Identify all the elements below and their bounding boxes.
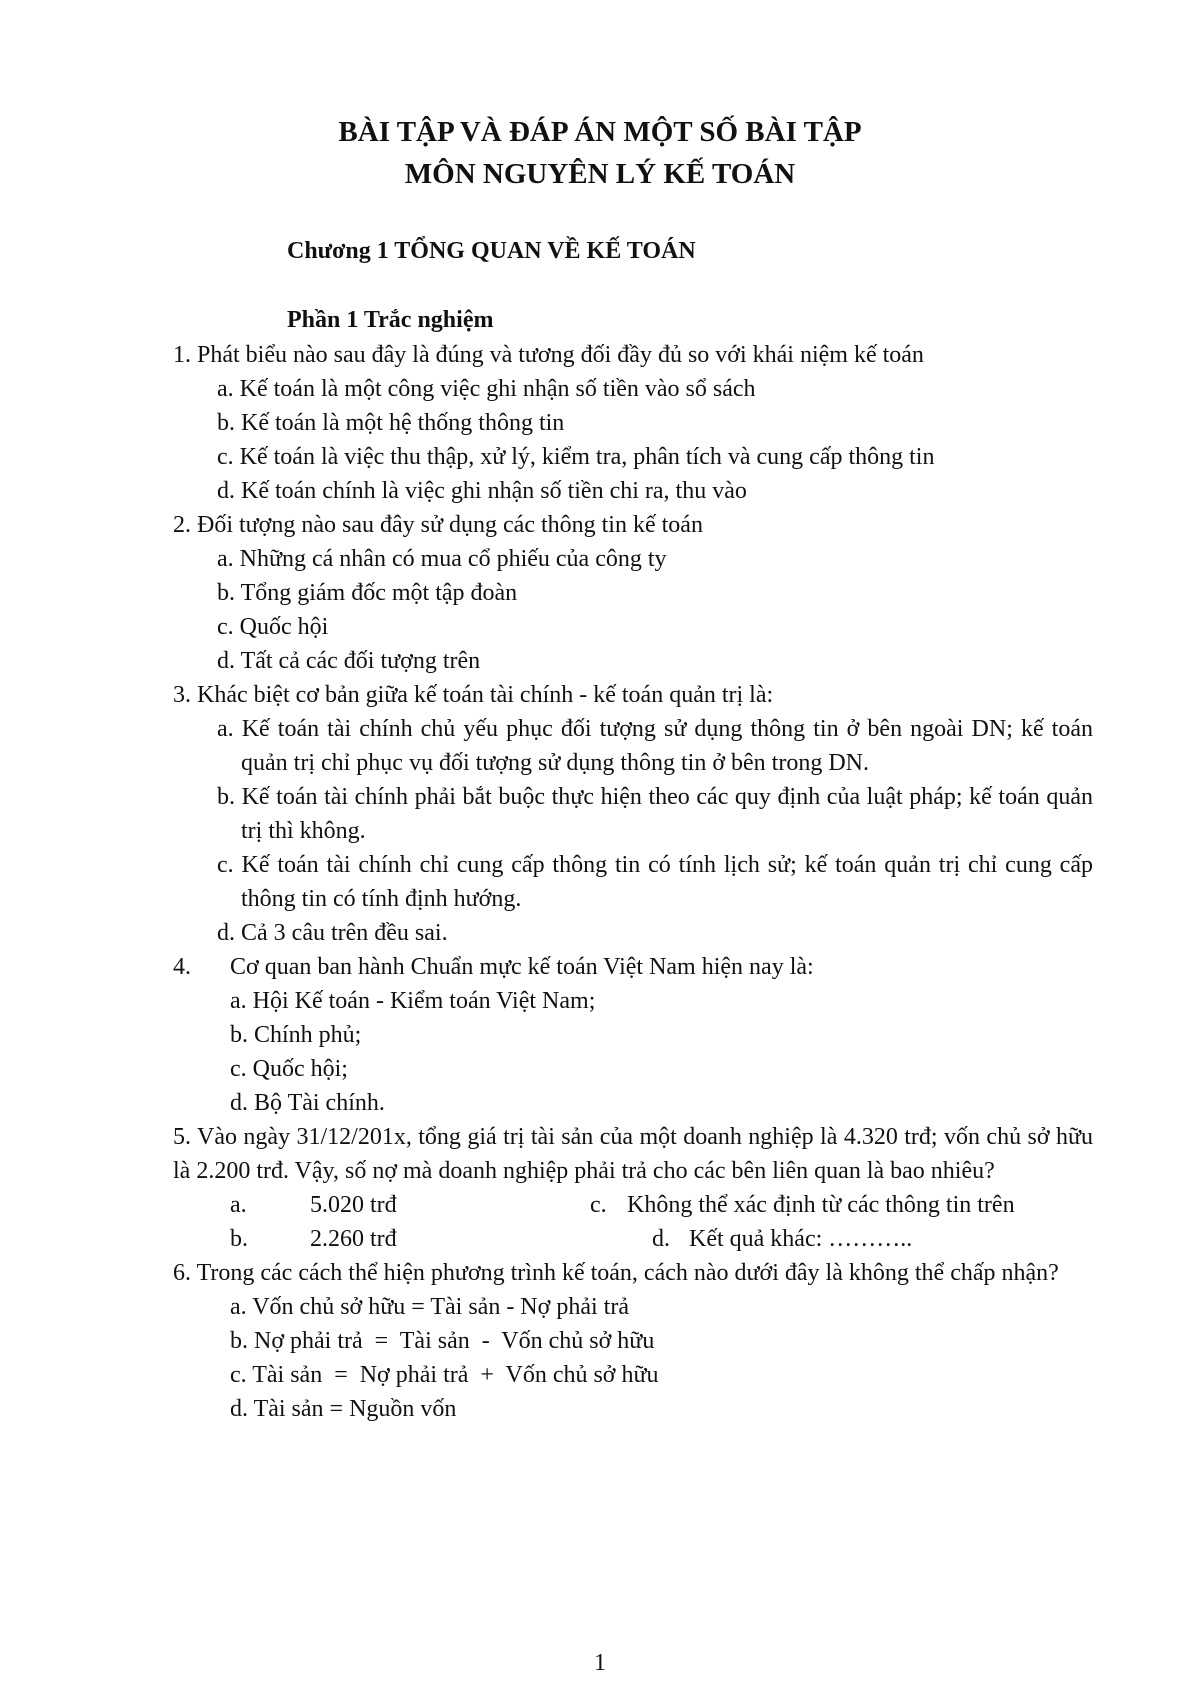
- question-4-option-a: a. Hội Kế toán - Kiểm toán Việt Nam;: [230, 988, 596, 1014]
- document-title-line1: BÀI TẬP VÀ ĐÁP ÁN MỘT SỐ BÀI TẬP: [338, 116, 862, 148]
- question-5-option-d-label: d.: [652, 1226, 670, 1252]
- page-number: 1: [594, 1650, 606, 1676]
- question-1: 1. Phát biểu nào sau đây là đúng và tương đối đầy đủ so với khái niệm kế toán: [173, 342, 924, 368]
- question-5: 5. Vào ngày 31/12/201x, tổng giá trị tài sản của một doanh nghiệp là 4.320 trđ; vốn chủ sở hữu là 2.200 trđ. Vậy, số nợ mà doanh nghiệp phải trả cho các bên liên quan là bao nhiêu?: [173, 1124, 1093, 1184]
- question-4-option-d: d. Bộ Tài chính.: [230, 1090, 385, 1116]
- questions-list: [173, 338, 1093, 1426]
- question-6-option-a: a. Vốn chủ sở hữu = Tài sản - Nợ phải trả: [230, 1294, 629, 1320]
- question-2-option-a: a. Những cá nhân có mua cổ phiếu của công ty: [217, 546, 667, 572]
- question-4-text: Cơ quan ban hành Chuẩn mực kế toán Việt Nam hiện nay là:: [230, 954, 814, 980]
- question-5-option-a-value: 5.020 trđ: [310, 1192, 397, 1218]
- question-6-option-b: b. Nợ phải trả = Tài sản - Vốn chủ sở hữu: [230, 1328, 655, 1354]
- question-5-option-a-label: a.: [230, 1192, 247, 1218]
- question-6-option-c: c. Tài sản = Nợ phải trả + Vốn chủ sở hữu: [230, 1362, 659, 1388]
- question-4-option-b: b. Chính phủ;: [230, 1022, 362, 1048]
- question-6-option-d: d. Tài sản = Nguồn vốn: [230, 1396, 457, 1422]
- question-4-number: 4.: [173, 954, 191, 980]
- question-5-option-b-label: b.: [230, 1226, 248, 1252]
- question-1-option-a: a. Kế toán là một công việc ghi nhận số tiền vào sổ sách: [217, 376, 756, 402]
- question-6: 6. Trong các cách thể hiện phương trình kế toán, cách nào dưới đây là không thể chấp nhận?: [173, 1260, 1059, 1286]
- question-4: [173, 950, 1093, 984]
- question-2-option-c: c. Quốc hội: [217, 614, 329, 640]
- question-5-option-d-value: Kết quả khác: ………..: [689, 1226, 913, 1252]
- question-2-option-d: d. Tất cả các đối tượng trên: [217, 648, 481, 674]
- question-5-option-b-value: 2.260 trđ: [310, 1226, 397, 1252]
- question-1-option-b: b. Kế toán là một hệ thống thông tin: [217, 410, 565, 436]
- question-1-option-d: d. Kế toán chính là việc ghi nhận số tiền chi ra, thu vào: [217, 478, 747, 504]
- question-5-option-c-value: Không thể xác định từ các thông tin trên: [627, 1192, 1015, 1218]
- question-5-options-row-2: [230, 1222, 1093, 1256]
- question-3-option-a: a. Kế toán tài chính chủ yếu phục đối tượng sử dụng thông tin ở bên ngoài DN; kế toán quản trị chỉ phục vụ đối tượng sử dụng thông tin ở bên trong DN.: [217, 716, 1093, 776]
- question-5-options-row-1: [230, 1188, 1093, 1222]
- question-3: 3. Khác biệt cơ bản giữa kế toán tài chính - kế toán quản trị là:: [173, 682, 774, 708]
- question-1-option-c: c. Kế toán là việc thu thập, xử lý, kiểm tra, phân tích và cung cấp thông tin: [217, 444, 935, 470]
- question-5-option-c-label: c.: [590, 1192, 607, 1218]
- question-2: 2. Đối tượng nào sau đây sử dụng các thông tin kế toán: [173, 512, 703, 538]
- question-3-option-c: c. Kế toán tài chính chỉ cung cấp thông tin có tính lịch sử; kế toán quản trị chỉ cung cấp thông tin có tính định hướng.: [217, 852, 1093, 912]
- question-2-option-b: b. Tổng giám đốc một tập đoàn: [217, 580, 518, 606]
- document-title-line2: MÔN NGUYÊN LÝ KẾ TOÁN: [404, 158, 796, 190]
- question-3-option-b: b. Kế toán tài chính phải bắt buộc thực hiện theo các quy định của luật pháp; kế toán quản trị thì không.: [217, 784, 1093, 844]
- question-3-option-d: d. Cả 3 câu trên đều sai.: [217, 920, 448, 946]
- chapter-heading: Chương 1 TỔNG QUAN VỀ KẾ TOÁN: [287, 238, 696, 264]
- question-4-option-c: c. Quốc hội;: [230, 1056, 348, 1082]
- part-heading: Phần 1 Trắc nghiệm: [287, 307, 494, 333]
